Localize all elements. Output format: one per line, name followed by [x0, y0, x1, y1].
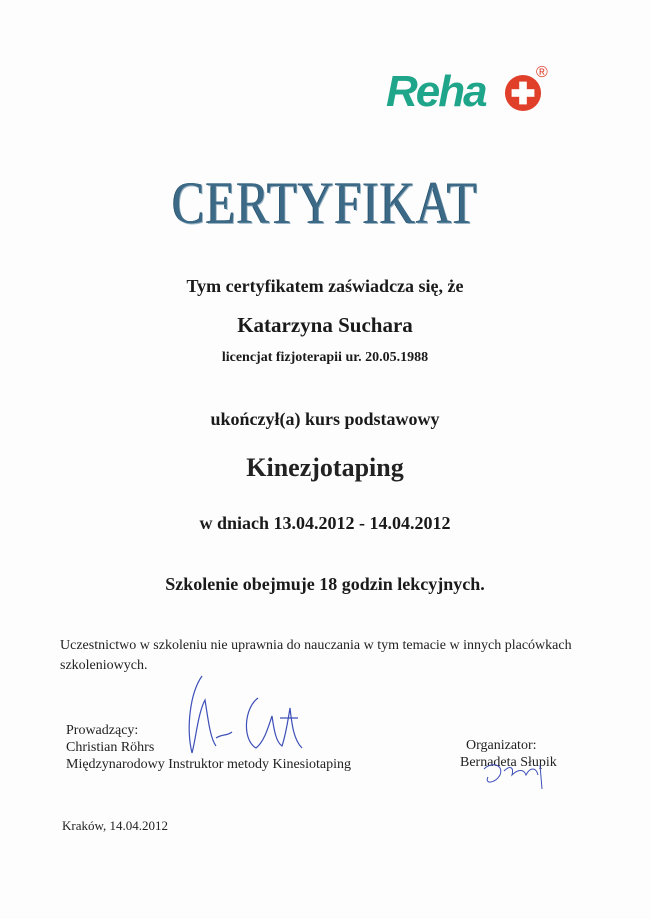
completion-text: ukończył(a) kurs podstawowy — [210, 409, 440, 429]
recipient-details: licencjat fizjoterapii ur. 20.05.1988 — [221, 350, 429, 365]
instructor-role: Międzynarodowy Instruktor metody Kinesiotaping — [66, 757, 352, 772]
instructor-block — [66, 722, 351, 773]
instructor-name: Christian Röhrs — [66, 740, 155, 755]
organizer-label: Organizator: — [466, 738, 537, 753]
reha-logo — [386, 64, 566, 124]
certificate-title: CERTYFIKAT — [172, 170, 478, 236]
organizer-name: Bernadeta Słupik — [460, 755, 557, 770]
organizer-signature — [478, 755, 558, 795]
registered-mark: ® — [536, 64, 548, 81]
intro-text: Tym certyfikatem zaświadcza się, że — [186, 276, 464, 296]
course-hours: Szkolenie obejmuje 18 godzin lekcyjnych. — [165, 574, 485, 594]
instructor-label: Prowadzący: — [66, 723, 139, 738]
participation-note: Uczestnictwo w szkoleniu nie uprawnia do nauczania w tym temacie w innych placówkach szkoleniowych. — [60, 638, 572, 673]
place-and-date: Kraków, 14.04.2012 — [62, 818, 169, 833]
course-dates: w dniach 13.04.2012 - 14.04.2012 — [199, 513, 451, 533]
recipient-name: Katarzyna Suchara — [237, 313, 413, 337]
logo-text: Reha — [386, 67, 486, 116]
course-name: Kinezjotaping — [246, 453, 404, 482]
